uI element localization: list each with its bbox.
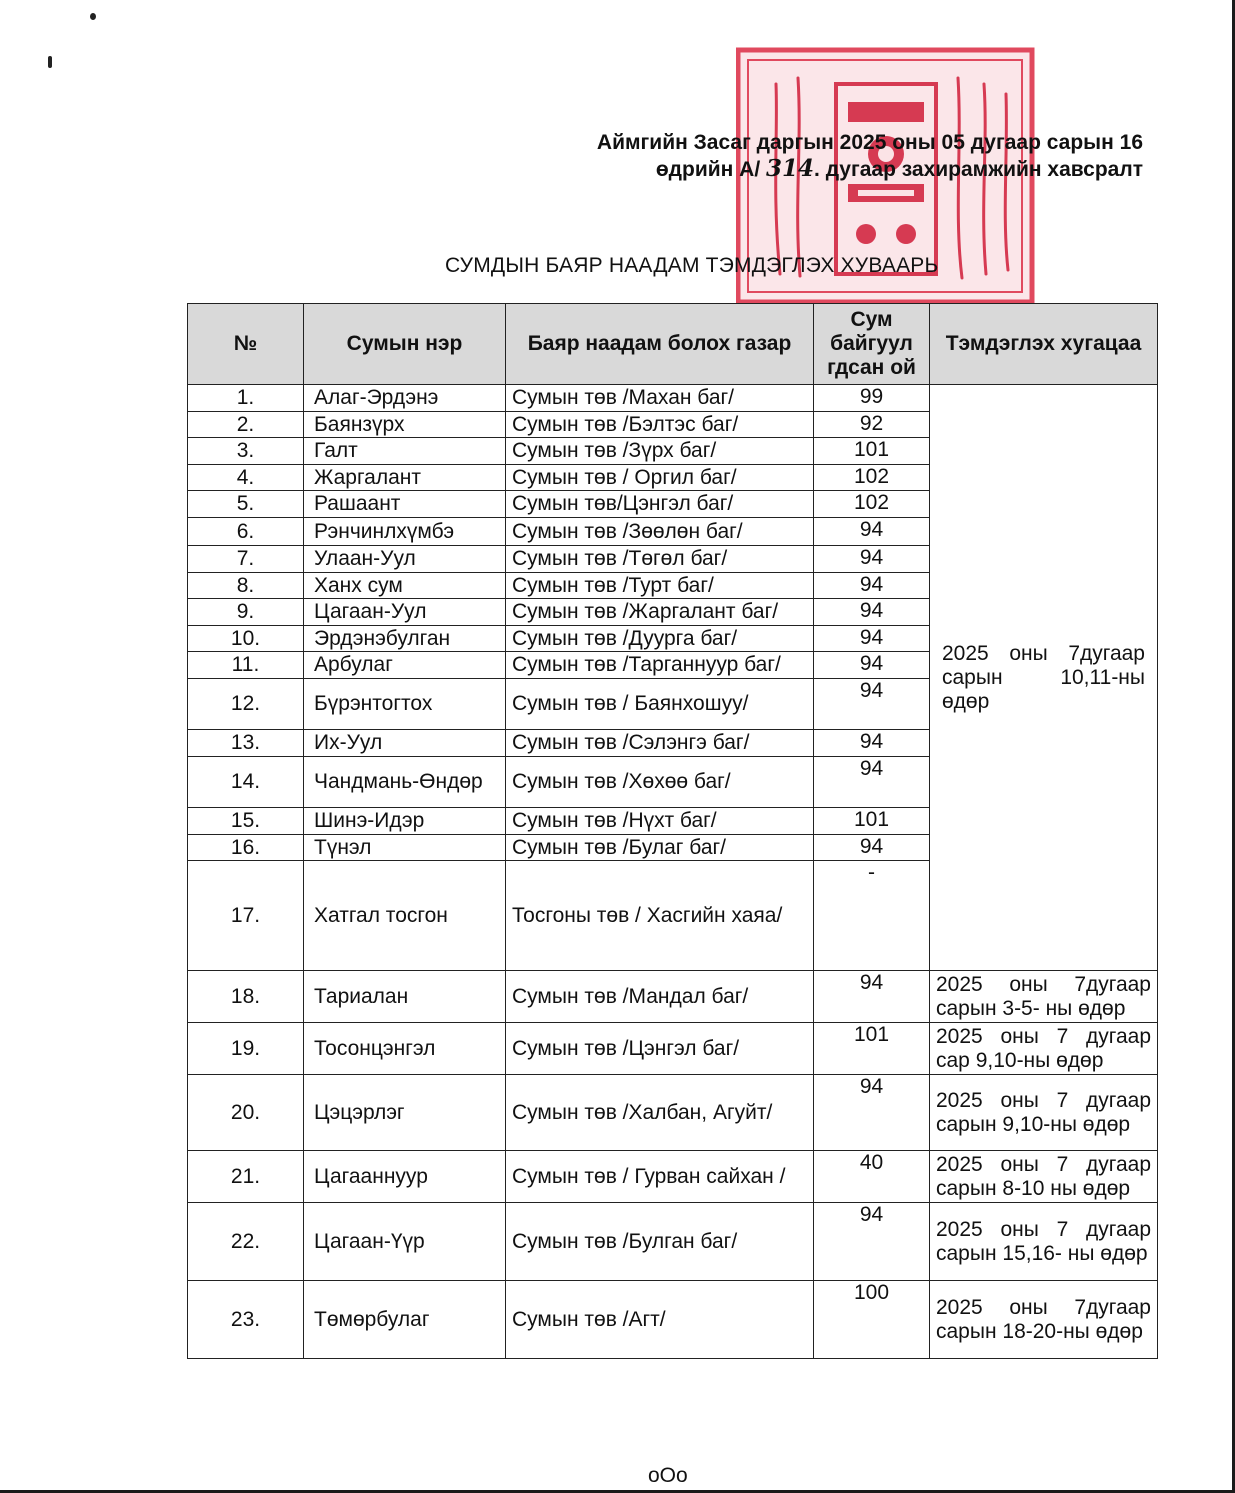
row-number: 19. bbox=[188, 1023, 304, 1075]
decree-number: 314 bbox=[766, 155, 815, 182]
ink-speck bbox=[90, 13, 96, 20]
soum-name: Рэнчинлхүмбэ bbox=[304, 518, 506, 546]
celebration-date: 2025 оны 7 дугаар сарын 15,16- ны өдөр bbox=[930, 1203, 1158, 1281]
anniversary-years: 94 bbox=[814, 971, 930, 1023]
row-number: 23. bbox=[188, 1281, 304, 1359]
venue: Сумын төв /Булаг баг/ bbox=[506, 835, 814, 861]
venue: Сумын төв / Гурван сайхан / bbox=[506, 1151, 814, 1203]
venue: Сумын төв /Турт баг/ bbox=[506, 573, 814, 599]
row-number: 2. bbox=[188, 412, 304, 438]
anniversary-years: 101 bbox=[814, 438, 930, 465]
celebration-date: 2025 оны 7 дугаар сарын 8-10 ны өдөр bbox=[930, 1151, 1158, 1203]
celebration-date: 2025 оны 7 дугаар сар 9,10-ны өдөр bbox=[930, 1023, 1158, 1075]
table-row bbox=[188, 1281, 1158, 1359]
soum-name: Алаг-Эрдэнэ bbox=[304, 385, 506, 412]
anniversary-years: 94 bbox=[814, 679, 930, 730]
table-row bbox=[188, 1151, 1158, 1203]
soum-name: Арбулаг bbox=[304, 652, 506, 679]
header-line-1: Аймгийн Засаг даргын 2025 оны 05 дугаар сарын 16 bbox=[596, 131, 1143, 154]
venue: Сумын төв /Дуурга баг/ bbox=[506, 626, 814, 652]
venue: Сумын төв /Төгөл баг/ bbox=[506, 546, 814, 573]
row-number: 22. bbox=[188, 1203, 304, 1281]
venue: Сумын төв /Мандал баг/ bbox=[506, 971, 814, 1023]
soum-name: Баянзүрх bbox=[304, 412, 506, 438]
row-number: 7. bbox=[188, 546, 304, 573]
anniversary-years: 101 bbox=[814, 1023, 930, 1075]
venue: Сумын төв /Тарганнуур баг/ bbox=[506, 652, 814, 679]
document-header bbox=[597, 130, 1143, 183]
row-number: 16. bbox=[188, 835, 304, 861]
soum-name: Төмөрбулаг bbox=[304, 1281, 506, 1359]
header-soum-name: Сумын нэр bbox=[304, 304, 506, 385]
anniversary-years: 101 bbox=[814, 808, 930, 835]
venue: Сумын төв /Хөхөө баг/ bbox=[506, 757, 814, 808]
anniversary-years: 40 bbox=[814, 1151, 930, 1203]
row-number: 14. bbox=[188, 757, 304, 808]
venue: Сумын төв /Булган баг/ bbox=[506, 1203, 814, 1281]
schedule-table bbox=[187, 303, 1158, 1359]
celebration-date: 2025 оны 7дугаар сарын 18-20-ны өдөр bbox=[930, 1281, 1158, 1359]
row-number: 6. bbox=[188, 518, 304, 546]
soum-name: Тариалан bbox=[304, 971, 506, 1023]
soum-name: Тосонцэнгэл bbox=[304, 1023, 506, 1075]
soum-name: Цэцэрлэг bbox=[304, 1075, 506, 1151]
anniversary-years: 94 bbox=[814, 835, 930, 861]
table-row bbox=[188, 1203, 1158, 1281]
table-row bbox=[188, 385, 1158, 412]
anniversary-years: 94 bbox=[814, 573, 930, 599]
soum-name: Жаргалант bbox=[304, 465, 506, 491]
anniversary-years: 102 bbox=[814, 491, 930, 518]
end-mark: oOo bbox=[648, 1464, 688, 1487]
anniversary-years: 94 bbox=[814, 730, 930, 757]
anniversary-years: - bbox=[814, 861, 930, 971]
venue: Сумын төв /Сэлэнгэ баг/ bbox=[506, 730, 814, 757]
anniversary-years: 94 bbox=[814, 518, 930, 546]
venue: Сумын төв /Цэнгэл баг/ bbox=[506, 1023, 814, 1075]
celebration-date: 2025 оны 7 дугаар сарын 9,10-ны өдөр bbox=[930, 1075, 1158, 1151]
soum-name: Цагаан-Уул bbox=[304, 599, 506, 626]
venue: Сумын төв/Цэнгэл баг/ bbox=[506, 491, 814, 518]
soum-name: Шинэ-Идэр bbox=[304, 808, 506, 835]
venue: Сумын төв /Нүхт баг/ bbox=[506, 808, 814, 835]
header-years: Сум байгуул гдсан ой bbox=[814, 304, 930, 385]
row-number: 18. bbox=[188, 971, 304, 1023]
anniversary-years: 92 bbox=[814, 412, 930, 438]
anniversary-years: 94 bbox=[814, 1203, 930, 1281]
soum-name: Чандмань-Өндөр bbox=[304, 757, 506, 808]
celebration-date: 2025 оны 7дугаар сарын 3-5- ны өдөр bbox=[930, 971, 1158, 1023]
venue: Сумын төв /Зөөлөн баг/ bbox=[506, 518, 814, 546]
anniversary-years: 94 bbox=[814, 652, 930, 679]
header-number: № bbox=[188, 304, 304, 385]
row-number: 8. bbox=[188, 573, 304, 599]
row-number: 20. bbox=[188, 1075, 304, 1151]
soum-name: Цагааннуур bbox=[304, 1151, 506, 1203]
soum-name: Эрдэнэбулган bbox=[304, 626, 506, 652]
header-line-2 bbox=[597, 156, 1143, 183]
soum-name: Галт bbox=[304, 438, 506, 465]
venue: Сумын төв /Махан баг/ bbox=[506, 385, 814, 412]
anniversary-years: 94 bbox=[814, 626, 930, 652]
shared-celebration-date: 2025 оны 7дугаар сарын 10,11-ны өдөр bbox=[930, 385, 1158, 971]
venue: Сумын төв /Агт/ bbox=[506, 1281, 814, 1359]
row-number: 10. bbox=[188, 626, 304, 652]
venue: Сумын төв /Жаргалант баг/ bbox=[506, 599, 814, 626]
soum-name: Улаан-Уул bbox=[304, 546, 506, 573]
venue: Сумын төв / Баянхошуу/ bbox=[506, 679, 814, 730]
soum-name: Их-Уул bbox=[304, 730, 506, 757]
soum-name: Рашаант bbox=[304, 491, 506, 518]
row-number: 13. bbox=[188, 730, 304, 757]
row-number: 15. bbox=[188, 808, 304, 835]
row-number: 3. bbox=[188, 438, 304, 465]
venue: Сумын төв / Оргил баг/ bbox=[506, 465, 814, 491]
venue: Сумын төв /Халбан, Агуйт/ bbox=[506, 1075, 814, 1151]
header-date: Тэмдэглэх хугацаа bbox=[930, 304, 1158, 385]
row-number: 5. bbox=[188, 491, 304, 518]
anniversary-years: 94 bbox=[814, 546, 930, 573]
soum-name: Бүрэнтогтох bbox=[304, 679, 506, 730]
table-row bbox=[188, 1075, 1158, 1151]
header-line-2-suffix: . дугаар захирамжийн хавсралт bbox=[814, 158, 1143, 181]
venue: Тосгоны төв / Хасгийн хаяа/ bbox=[506, 861, 814, 971]
table-row bbox=[188, 1023, 1158, 1075]
venue: Сумын төв /Зүрх баг/ bbox=[506, 438, 814, 465]
anniversary-years: 94 bbox=[814, 599, 930, 626]
anniversary-years: 102 bbox=[814, 465, 930, 491]
anniversary-years: 99 bbox=[814, 385, 930, 412]
table-header-row bbox=[188, 304, 1158, 385]
header-line-2-prefix: өдрийн А/ bbox=[655, 158, 767, 181]
ink-speck bbox=[48, 56, 52, 68]
row-number: 17. bbox=[188, 861, 304, 971]
row-number: 9. bbox=[188, 599, 304, 626]
soum-name: Хатгал тосгон bbox=[304, 861, 506, 971]
soum-name: Ханх сум bbox=[304, 573, 506, 599]
anniversary-years: 100 bbox=[814, 1281, 930, 1359]
soum-name: Түнэл bbox=[304, 835, 506, 861]
row-number: 21. bbox=[188, 1151, 304, 1203]
table-row bbox=[188, 971, 1158, 1023]
venue: Сумын төв /Бэлтэс баг/ bbox=[506, 412, 814, 438]
row-number: 4. bbox=[188, 465, 304, 491]
row-number: 12. bbox=[188, 679, 304, 730]
row-number: 1. bbox=[188, 385, 304, 412]
soum-name: Цагаан-Үүр bbox=[304, 1203, 506, 1281]
header-place: Баяр наадам болох газар bbox=[506, 304, 814, 385]
row-number: 11. bbox=[188, 652, 304, 679]
anniversary-years: 94 bbox=[814, 1075, 930, 1151]
anniversary-years: 94 bbox=[814, 757, 930, 808]
document-title: СУМДЫН БАЯР НААДАМ ТЭМДЭГЛЭХ ХУВААРЬ bbox=[445, 254, 939, 277]
